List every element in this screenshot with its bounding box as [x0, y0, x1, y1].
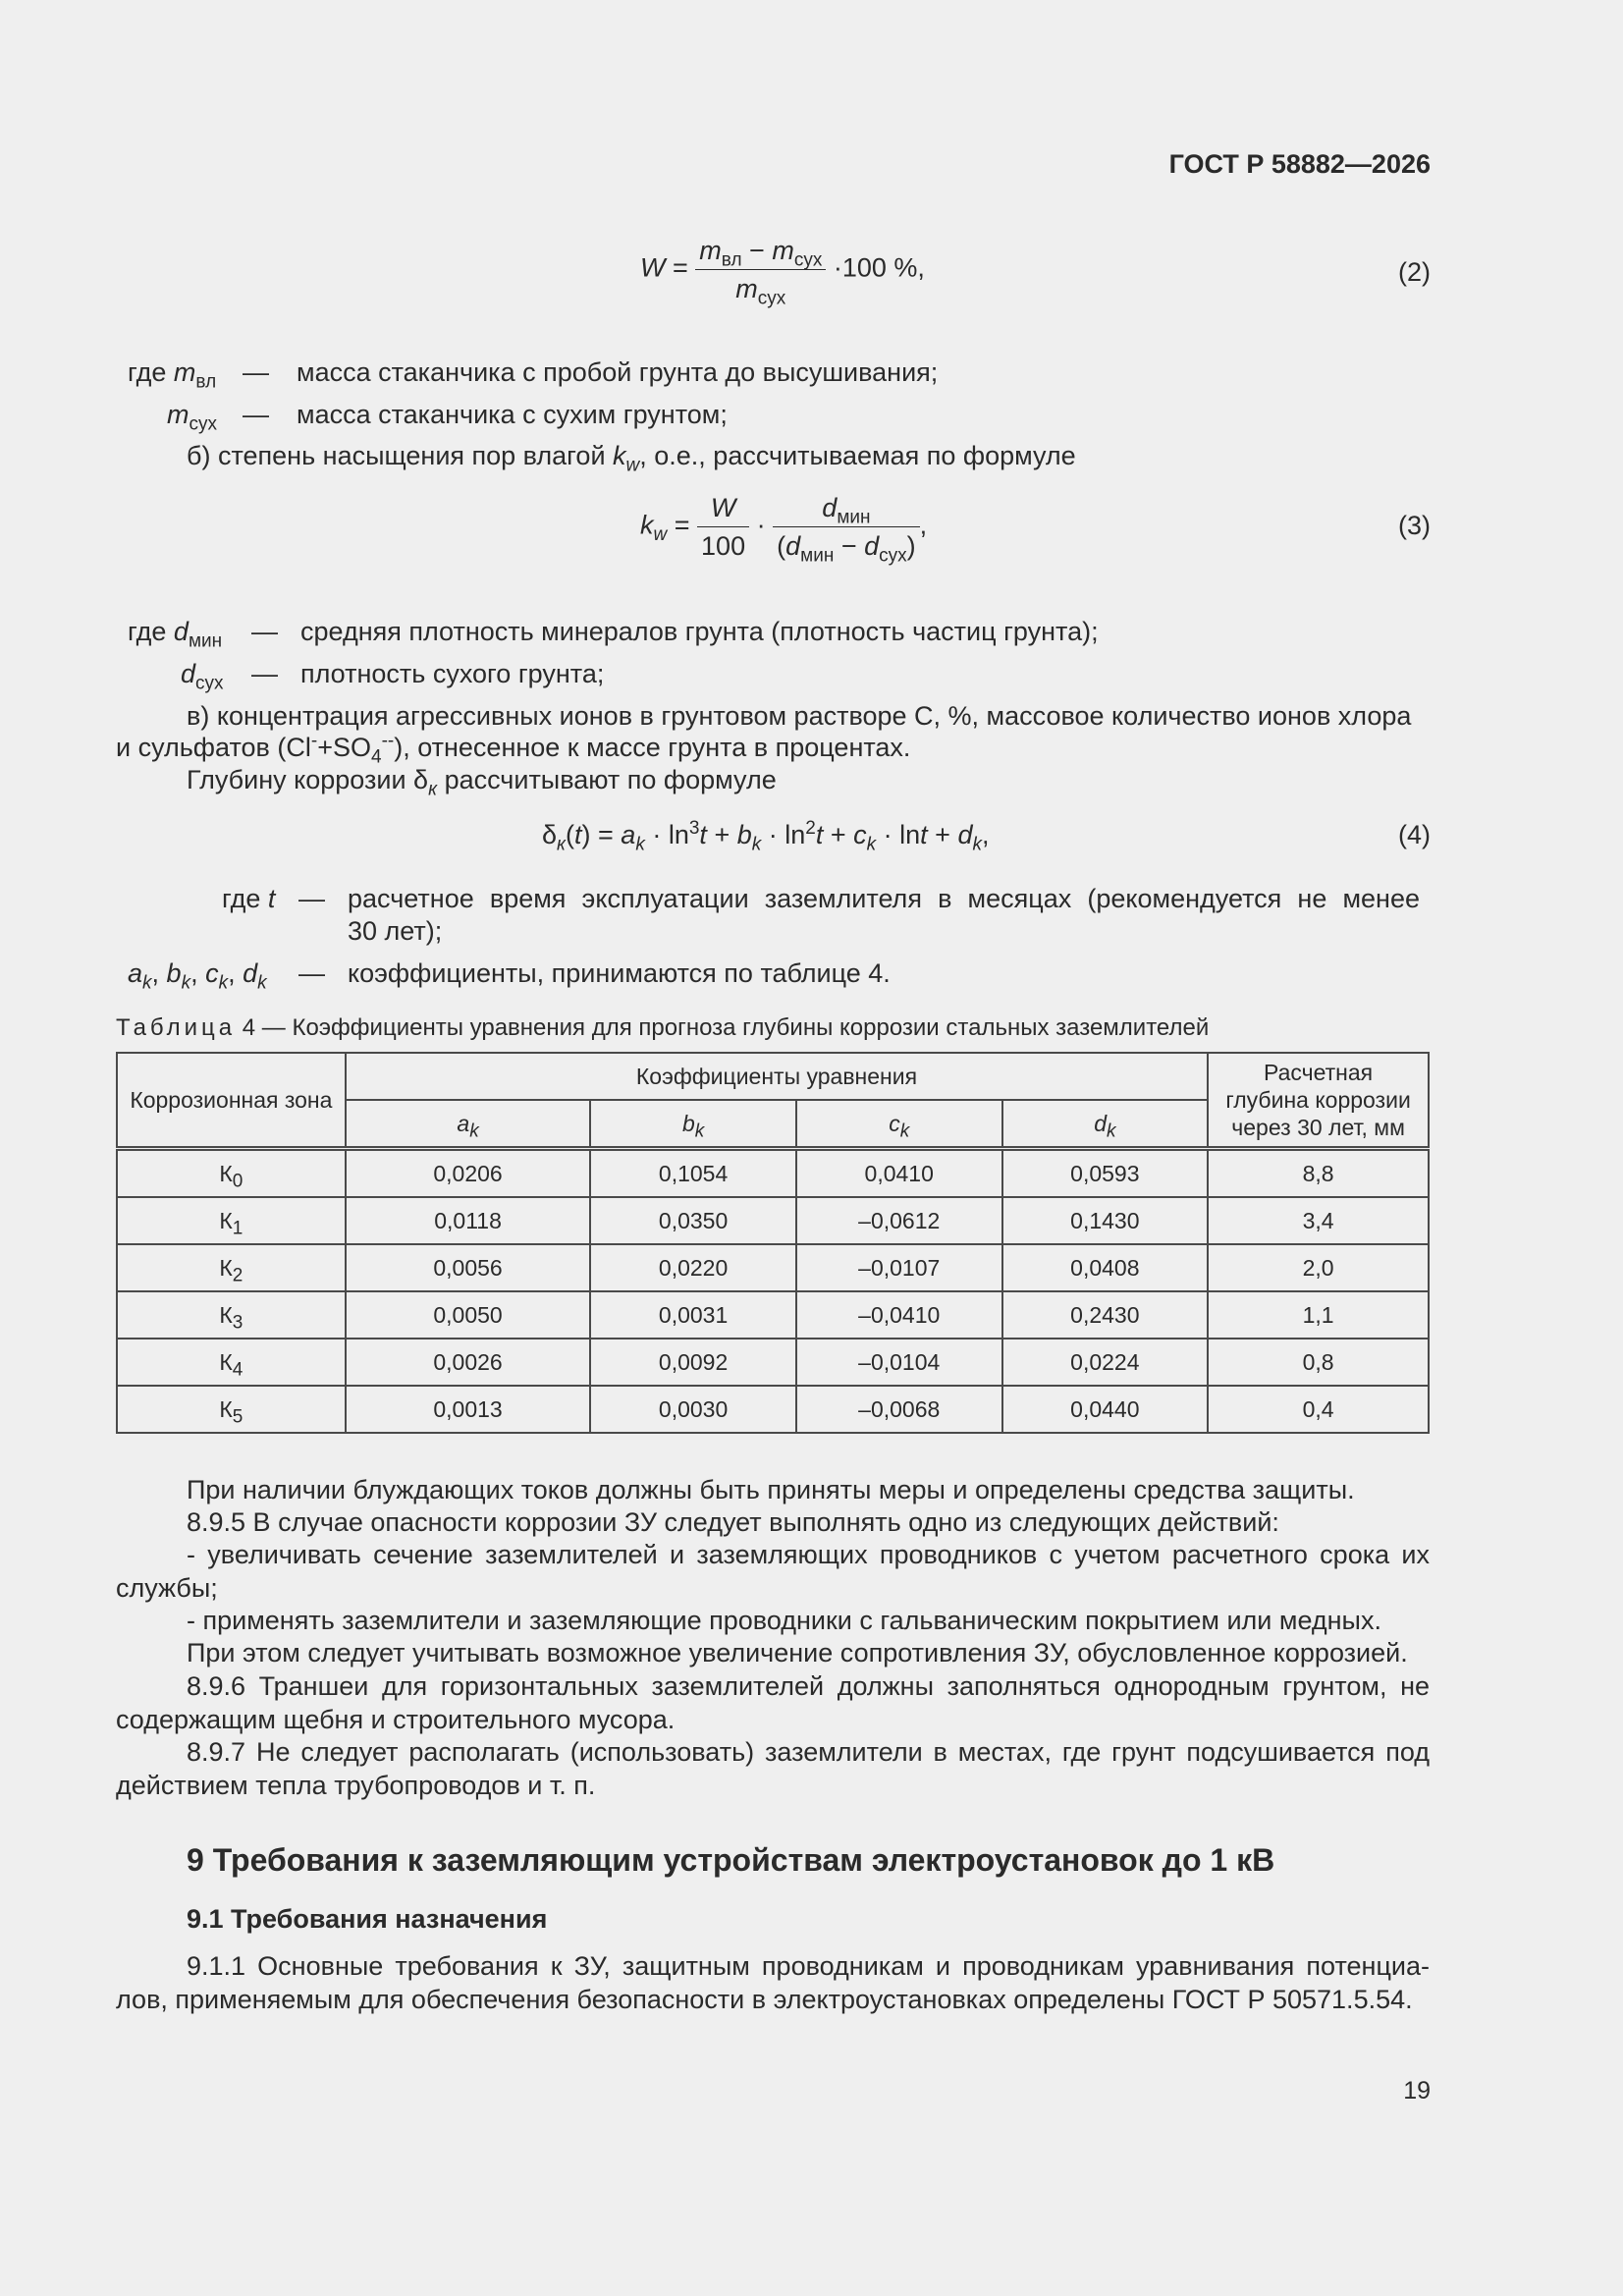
minus: − [741, 236, 773, 265]
cell-zone [117, 1339, 346, 1386]
where-1-text-2: масса стаканчика с сухим грунтом; [297, 400, 728, 429]
sub-k: k [181, 972, 191, 994]
formula-2-denominator [695, 270, 826, 309]
formula-2 [640, 234, 925, 309]
formula-4-number: (4) [1398, 820, 1431, 849]
paragraph-resistance-note [116, 1636, 1430, 1669]
sub-k: k [866, 834, 877, 855]
sym-d: d [864, 531, 880, 561]
cell-c: 0,0410 [796, 1149, 1002, 1198]
formula-3-f2-denominator: $(d_{мин} - d_{сух})$ [777, 531, 916, 567]
sup-double-minus: -- [381, 731, 395, 751]
where-prefix: где [128, 357, 174, 387]
sub-min: мин [800, 545, 835, 567]
table-row [117, 1149, 1429, 1198]
formula-3-f1-numerator: W [697, 491, 749, 527]
sym-d: d [957, 820, 973, 849]
sym-d: d [173, 617, 189, 646]
coef-symbol: a [457, 1111, 470, 1136]
sup-2: 2 [805, 818, 816, 839]
cell-c: –0,0612 [796, 1197, 1002, 1244]
text: При этом следует учитывать возможное увеличение сопротивления ЗУ, обусловленное коррозией. [187, 1638, 1408, 1667]
sub-w: w [653, 524, 668, 546]
item-b [187, 439, 1076, 476]
depth-intro-text-a: Глубину коррозии δ [187, 765, 429, 794]
cell-a: 0,0118 [346, 1197, 591, 1244]
text: 8.9.7 Не следует располагать (использовать) заземлители в местах, где грунт подсушивается под действием тепла трубопроводов и т. п. [116, 1737, 1430, 1800]
dash: — [298, 958, 325, 988]
header-depth: Расчетная глубина коррозии через 30 лет, мм [1208, 1053, 1429, 1149]
dash: — [298, 884, 325, 913]
sym-a: a [621, 820, 636, 849]
cell-zone [117, 1149, 346, 1198]
text: - увеличивать сечение заземлителей и заземляющих проводников с учетом расчетного срока их службы; [116, 1540, 1430, 1603]
cell-d: 0,1430 [1002, 1197, 1209, 1244]
cell-depth: 2,0 [1208, 1244, 1429, 1291]
text: 8.9.6 Траншеи для горизонтальных заземлителей должны заполняться однородным грунтом, не содержащим щебня и строительного мусора. [116, 1671, 1430, 1734]
text: - применять заземлители и заземляющие проводники с гальваническим покрытием или медных. [187, 1606, 1381, 1635]
cell-b: 0,0092 [590, 1339, 796, 1386]
sym-c: c [205, 958, 219, 988]
cell-a: 0,0056 [346, 1244, 591, 1291]
cell-a: 0,0050 [346, 1291, 591, 1339]
paragraph-9-1-1 [116, 1949, 1430, 2016]
text: При наличии блуждающих токов должны быть приняты меры и определены средства защиты. [187, 1475, 1355, 1504]
sym-b: b [736, 820, 752, 849]
sym-d: d [181, 659, 196, 688]
sub-k: k [257, 972, 267, 994]
sym-t: t [920, 820, 928, 849]
formula-3-f2-numerator [773, 491, 920, 527]
sym-m: m [699, 236, 722, 265]
formula-2-tail: ·100 %, [833, 252, 925, 283]
zone-letter: К [219, 1255, 233, 1281]
item-c-line-1: в) концентрация агрессивных ионов в грунтовом растворе С, %, массовое количество ионов хлора [187, 701, 1412, 731]
sup-3: 3 [688, 818, 700, 839]
sym-delta: δ [542, 820, 558, 849]
paragraph-list-item-1 [116, 1538, 1430, 1605]
cell-depth: 0,8 [1208, 1339, 1429, 1386]
sym-m: m [173, 357, 196, 387]
coefficients-table [116, 1052, 1430, 1434]
coef-subscript: k [469, 1121, 479, 1142]
sym-m: m [167, 400, 189, 429]
depth-intro [187, 763, 777, 800]
formula-4: $\delta_к(t) = a_k \cdot \ln^3t + b_k \cdot \ln^2t + c_k \cdot \ln t + d_k$, [542, 818, 990, 855]
zone-index: 0 [232, 1171, 243, 1192]
zone-letter: К [219, 1161, 233, 1186]
cell-d: 0,2430 [1002, 1291, 1209, 1339]
cell-a: 0,0026 [346, 1339, 591, 1386]
table-row [117, 1197, 1429, 1244]
sym-d: d [243, 958, 258, 988]
table-row [117, 1291, 1429, 1339]
cell-b: 0,1054 [590, 1149, 796, 1198]
comma: , [919, 510, 928, 540]
coef-symbol: c [889, 1111, 900, 1136]
item-c-text-b: +SO [317, 733, 371, 762]
cell-c: –0,0107 [796, 1244, 1002, 1291]
dot-operator: · [756, 510, 766, 540]
table-row [117, 1244, 1429, 1291]
dash: — [251, 617, 278, 646]
zone-index: 5 [232, 1406, 243, 1428]
sym-d: d [785, 531, 801, 561]
zone-index: 1 [232, 1218, 243, 1239]
where-2-text-2: плотность сухого грунта; [300, 659, 605, 688]
zone-letter: К [219, 1396, 233, 1422]
paragraph-8-9-6 [116, 1669, 1430, 1736]
page-number: 19 [1403, 2077, 1431, 2105]
cell-b: 0,0350 [590, 1197, 796, 1244]
formula-3-fraction-1 [697, 491, 749, 563]
sub-k: к [557, 834, 567, 855]
cell-depth: 0,4 [1208, 1386, 1429, 1433]
cell-a: 0,0013 [346, 1386, 591, 1433]
where-3-text-2: коэффициенты, принимаются по таблице 4. [348, 958, 891, 988]
header-coef-a [346, 1100, 591, 1149]
formula-3-number: (3) [1398, 511, 1431, 540]
sym-k: k [640, 510, 654, 540]
item-b-text-before: б) степень насыщения пор влагой [187, 441, 614, 470]
sub-sukh: сух [195, 673, 224, 694]
paragraph-8-9-7 [116, 1735, 1430, 1802]
sub-4: 4 [370, 746, 382, 768]
sub-min: мин [837, 507, 871, 528]
item-c-text-a: и сульфатов (Cl [116, 733, 311, 762]
formula-2-fraction [695, 234, 826, 309]
where-2-text-1: средняя плотность минералов грунта (плотность частиц грунта); [300, 617, 1099, 646]
sub-k: k [972, 834, 982, 855]
header-coef-b [590, 1100, 796, 1149]
formula-2-lhs: W [640, 252, 666, 283]
document-standard-number: ГОСТ Р 58882—2026 [1168, 149, 1431, 179]
sub-sukh: сух [793, 249, 823, 271]
cell-d: 0,0224 [1002, 1339, 1209, 1386]
header-coefficients: Коэффициенты уравнения [346, 1053, 1208, 1100]
dash: — [243, 357, 269, 387]
where-prefix: где [128, 617, 174, 646]
sym-m: m [772, 236, 794, 265]
paragraph-8-9-5 [116, 1505, 1430, 1539]
section-9-title: 9 Требования к заземляющим устройствам электроустановок до 1 кВ [187, 1842, 1275, 1878]
where-prefix: где [222, 884, 268, 913]
coef-symbol: b [681, 1111, 695, 1136]
formula-3 [640, 491, 928, 567]
formula-3-fraction-2 [773, 491, 920, 567]
where-2-line-2 [181, 657, 224, 694]
cell-c: –0,0068 [796, 1386, 1002, 1433]
cell-d: 0,0440 [1002, 1386, 1209, 1433]
sym-t: t [574, 820, 582, 849]
sub-k: k [218, 972, 229, 994]
where-3-text-1a: расчетное время эксплуатации заземлителя в месяцах (рекомендуется не менее [348, 884, 1420, 913]
equals-sign: = [673, 252, 696, 283]
paragraph-list-item-2 [116, 1604, 1430, 1637]
where-3-line-2: $a_k$, $b_k$, $c_k$, $d_k$ [128, 958, 267, 994]
sub-sukh: сух [189, 413, 217, 435]
table-caption-text: — Коэффициенты уравнения для прогноза глубины коррозии стальных заземлителей [255, 1014, 1210, 1041]
zone-index: 3 [232, 1312, 243, 1334]
where-1-text-1: масса стаканчика с пробой грунта до высушивания; [297, 357, 939, 387]
sub-k: k [142, 972, 152, 994]
table-row [117, 1386, 1429, 1433]
paragraph-stray-currents [116, 1473, 1430, 1506]
sub-min: мин [188, 630, 223, 652]
sym-b: b [166, 958, 182, 988]
zone-index: 4 [232, 1359, 243, 1381]
dash: — [251, 659, 278, 688]
table-number: 4 [242, 1014, 256, 1041]
where-3-line-1 [222, 882, 275, 915]
sym-t: t [815, 820, 824, 849]
coef-subscript: k [1107, 1121, 1116, 1142]
formula-3-f1-denominator: 100 [701, 531, 746, 561]
where-1-line-2 [167, 398, 217, 435]
coef-symbol: d [1094, 1111, 1107, 1136]
item-c-text-c: ), отнесенное к массе грунта в процентах. [394, 733, 911, 762]
sub-w: w [625, 455, 640, 476]
sym-a: a [128, 958, 143, 988]
coef-subscript: k [694, 1121, 705, 1142]
text: 8.9.5 В случае опасности коррозии ЗУ следует выполнять одно из следующих действий: [187, 1507, 1279, 1537]
sub-vl: вл [195, 371, 217, 393]
sub-sukh: сух [879, 545, 907, 567]
cell-d: 0,0593 [1002, 1149, 1209, 1198]
cell-zone [117, 1386, 346, 1433]
sup-minus: - [310, 731, 318, 751]
text: 9.1.1 Основные требования к ЗУ, защитным проводникам и проводникам уравнивания потенциа-лов, применяемым для обеспечения безопасности в электроустановках определены ГОСТ Р 50571.5.54. [116, 1951, 1430, 2014]
formula-2-number: (2) [1398, 257, 1431, 287]
sub-sukh: сух [757, 288, 786, 309]
where-1-line-1 [128, 355, 217, 393]
cell-b: 0,0220 [590, 1244, 796, 1291]
cell-depth: 8,8 [1208, 1149, 1429, 1198]
sym-m: m [735, 274, 758, 303]
zone-letter: К [219, 1349, 233, 1375]
sub-k: k [635, 834, 645, 855]
section-9-1-title: 9.1 Требования назначения [187, 1904, 548, 1934]
cell-depth: 3,4 [1208, 1197, 1429, 1244]
cell-b: 0,0031 [590, 1291, 796, 1339]
equals-sign: = [674, 510, 698, 540]
table-4-caption [116, 1011, 1209, 1045]
depth-intro-text-b: рассчитывают по формуле [437, 765, 777, 794]
cell-zone [117, 1197, 346, 1244]
cell-depth: 1,1 [1208, 1291, 1429, 1339]
cell-zone [117, 1291, 346, 1339]
dash: — [243, 400, 269, 429]
cell-d: 0,0408 [1002, 1244, 1209, 1291]
formula-2-numerator [695, 234, 826, 270]
cell-b: 0,0030 [590, 1386, 796, 1433]
zone-letter: К [219, 1208, 233, 1233]
cell-c: –0,0104 [796, 1339, 1002, 1386]
cell-a: 0,0206 [346, 1149, 591, 1198]
zone-index: 2 [232, 1265, 243, 1286]
where-2-line-1 [128, 615, 223, 652]
cell-c: –0,0410 [796, 1291, 1002, 1339]
coef-subscript: k [899, 1121, 910, 1142]
sub-k: k [751, 834, 762, 855]
header-coef-d [1002, 1100, 1209, 1149]
item-c-line-2 [116, 731, 911, 768]
cell-zone [117, 1244, 346, 1291]
sub-k: к [428, 779, 438, 800]
zone-letter: К [219, 1302, 233, 1328]
sym-d: d [822, 493, 838, 522]
sym-k: k [613, 441, 626, 470]
header-coef-c [796, 1100, 1002, 1149]
header-zone: Коррозионная зона [117, 1053, 346, 1149]
table-row [117, 1339, 1429, 1386]
sym-c: c [853, 820, 867, 849]
sym-t: t [267, 884, 276, 913]
item-b-text-after: , о.е., рассчитываемая по формуле [639, 441, 1076, 470]
where-3-text-1b: 30 лет); [348, 916, 443, 946]
sub-vl: вл [721, 249, 742, 271]
table-label: Таблица [116, 1014, 237, 1041]
sym-t: t [699, 820, 707, 849]
minus: − [834, 531, 865, 561]
